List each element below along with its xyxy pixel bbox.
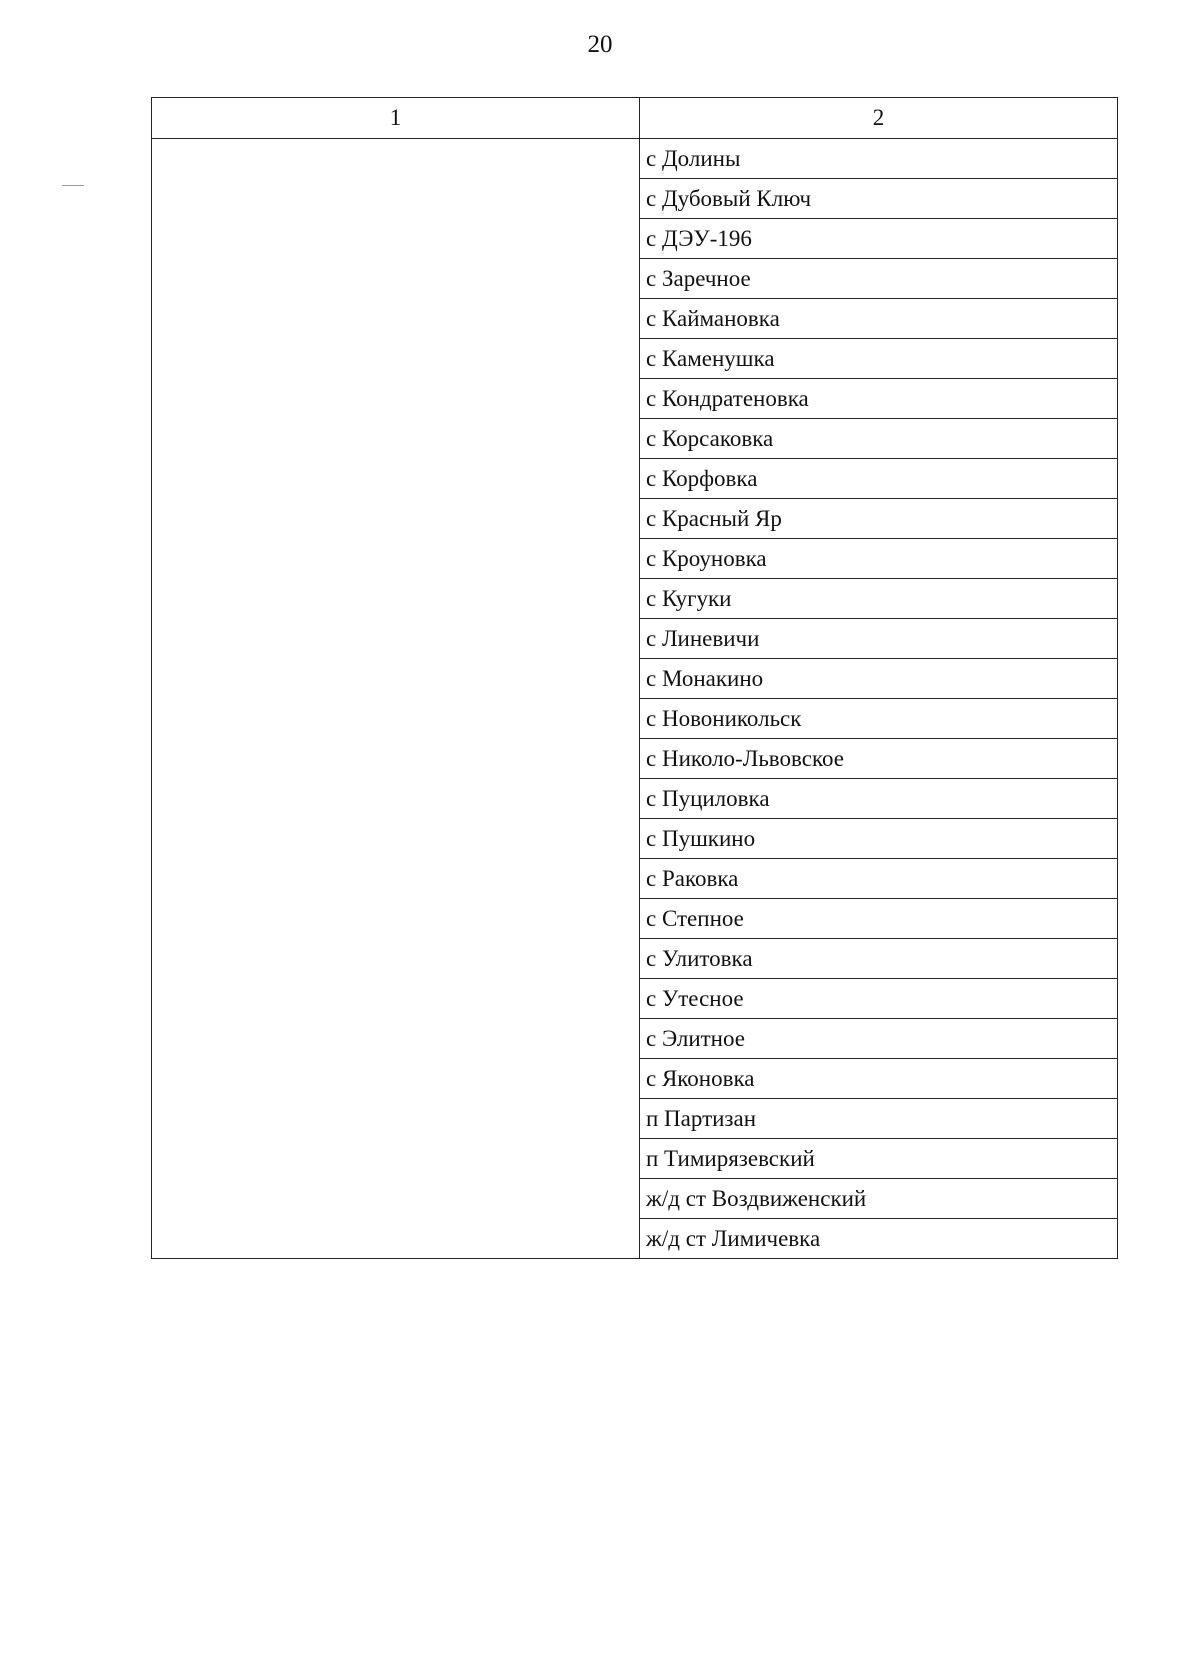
header-col-2: 2 — [640, 98, 1118, 139]
settlement-cell: с Пушкино — [640, 819, 1118, 859]
settlement-cell: с Кугуки — [640, 579, 1118, 619]
settlement-cell: с Заречное — [640, 259, 1118, 299]
settlement-cell: с Кондратеновка — [640, 379, 1118, 419]
settlement-cell: с Степное — [640, 899, 1118, 939]
settlement-cell: п Партизан — [640, 1099, 1118, 1139]
settlement-cell: с Монакино — [640, 659, 1118, 699]
settlements-table — [151, 97, 1118, 1259]
settlement-cell: с Улитовка — [640, 939, 1118, 979]
scan-mark — [62, 185, 84, 186]
settlement-cell: с Яконовка — [640, 1059, 1118, 1099]
settlement-cell: с Корфовка — [640, 459, 1118, 499]
settlement-cell: с Утесное — [640, 979, 1118, 1019]
settlement-cell: ж/д ст Воздвиженский — [640, 1179, 1118, 1219]
settlement-cell: с Каменушка — [640, 339, 1118, 379]
page-number: 20 — [587, 31, 613, 58]
column-1-empty-cell — [152, 139, 640, 1259]
settlement-cell: ж/д ст Лимичевка — [640, 1219, 1118, 1259]
settlement-cell: с Раковка — [640, 859, 1118, 899]
settlement-cell: с Долины — [640, 139, 1118, 179]
table-body — [152, 139, 1118, 1259]
settlement-cell: с Каймановка — [640, 299, 1118, 339]
settlement-cell: с Пуциловка — [640, 779, 1118, 819]
settlement-cell: с Николо-Львовское — [640, 739, 1118, 779]
header-col-1: 1 — [152, 98, 640, 139]
settlement-cell: с Красный Яр — [640, 499, 1118, 539]
settlement-cell: п Тимирязевский — [640, 1139, 1118, 1179]
settlement-cell: с Линевичи — [640, 619, 1118, 659]
table-header — [152, 98, 1118, 139]
settlement-cell: с Дубовый Ключ — [640, 179, 1118, 219]
settlement-cell: с Элитное — [640, 1019, 1118, 1059]
table-row — [152, 139, 1118, 179]
header-row — [152, 98, 1118, 139]
settlement-cell: с Кроуновка — [640, 539, 1118, 579]
settlement-cell: с ДЭУ-196 — [640, 219, 1118, 259]
settlement-cell: с Корсаковка — [640, 419, 1118, 459]
settlement-cell: с Новоникольск — [640, 699, 1118, 739]
